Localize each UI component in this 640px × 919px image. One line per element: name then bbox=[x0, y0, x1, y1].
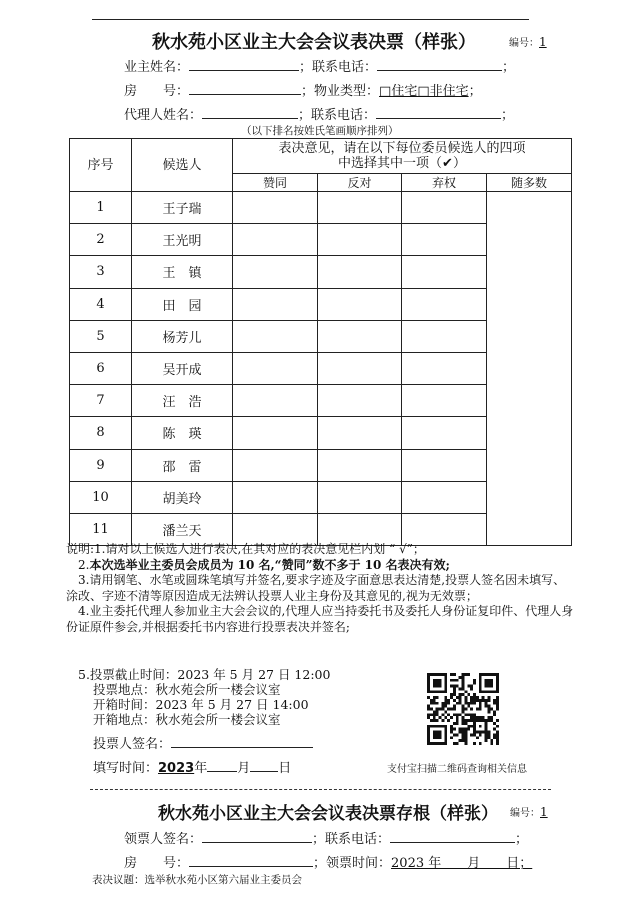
fill-time-day-unit: 日 bbox=[278, 761, 292, 776]
col-header-majority: 随多数 bbox=[487, 174, 572, 192]
candidate-name: 王光明 bbox=[132, 224, 233, 256]
stub-room-label: 房 号： bbox=[124, 856, 190, 871]
agree-cell[interactable] bbox=[233, 192, 318, 224]
opinion-header-line2: 中选择其中一项（✔） bbox=[338, 156, 466, 171]
agree-cell[interactable] bbox=[233, 449, 318, 481]
abstain-cell[interactable] bbox=[402, 288, 487, 320]
row-number: 5 bbox=[70, 320, 132, 352]
owner-name-row bbox=[124, 56, 515, 75]
candidate-name: 吴开成 bbox=[132, 352, 233, 384]
stub-phone-end: ； bbox=[515, 832, 529, 847]
oppose-cell[interactable] bbox=[318, 449, 402, 481]
fill-time-label: 填写时间： bbox=[93, 761, 159, 776]
candidate-name: 陈 瑛 bbox=[132, 417, 233, 449]
serial-value: 1 bbox=[539, 35, 547, 49]
qr-caption: 支付宝扫描二维码查询相关信息 bbox=[387, 764, 527, 775]
candidate-name: 汪 浩 bbox=[132, 385, 233, 417]
vote-table bbox=[69, 138, 572, 546]
opinion-header-line1: 表决意见，请在以下每位委员候选人的四项 bbox=[278, 141, 526, 156]
agent-phone-field[interactable] bbox=[376, 106, 501, 119]
ballot-title: 秋水苑小区业主大会会议表决票（样张） bbox=[152, 32, 476, 53]
oppose-cell[interactable] bbox=[318, 385, 402, 417]
stub-room-field[interactable] bbox=[189, 854, 313, 867]
opinion-header bbox=[233, 139, 572, 174]
abstain-cell[interactable] bbox=[402, 481, 487, 513]
note-5-open-place: 开箱地点：秋水苑会所一楼会议室 bbox=[93, 712, 281, 727]
tear-line bbox=[90, 789, 551, 790]
abstain-cell[interactable] bbox=[402, 224, 487, 256]
stub-serial bbox=[510, 804, 548, 820]
row-number: 6 bbox=[70, 352, 132, 384]
agree-cell[interactable] bbox=[233, 288, 318, 320]
owner-phone-end: ； bbox=[502, 60, 516, 75]
qr-code-icon[interactable] bbox=[427, 673, 499, 745]
oppose-cell[interactable] bbox=[318, 192, 402, 224]
oppose-cell[interactable] bbox=[318, 320, 402, 352]
voter-sign-row bbox=[93, 733, 313, 752]
stub-receiver-field[interactable] bbox=[202, 830, 312, 843]
row-number: 8 bbox=[70, 417, 132, 449]
note-5-open-time: 开箱时间：2023 年 5 月 27 日 14:00 bbox=[93, 697, 309, 712]
note-2 bbox=[66, 558, 574, 574]
candidate-name: 胡美玲 bbox=[132, 481, 233, 513]
candidate-name: 王 镇 bbox=[132, 256, 233, 288]
stub-title: 秋水苑小区业主大会会议表决票存根（样张） bbox=[158, 804, 498, 824]
abstain-cell[interactable] bbox=[402, 385, 487, 417]
col-header-agree: 赞同 bbox=[233, 174, 318, 192]
candidate-name: 潘兰天 bbox=[132, 513, 233, 545]
agree-cell[interactable] bbox=[233, 320, 318, 352]
agent-name-label: 代理人姓名： bbox=[124, 108, 203, 123]
stub-room-row bbox=[124, 852, 532, 871]
stub-serial-value: 1 bbox=[540, 805, 548, 819]
oppose-cell[interactable] bbox=[318, 417, 402, 449]
property-type-label: ；物业类型： bbox=[301, 84, 380, 99]
abstain-cell[interactable] bbox=[402, 417, 487, 449]
instructions bbox=[66, 542, 574, 635]
note-2-text: 本次选举业主委员会成员为 10 名,“赞同”数不多于 10 名表决有效; bbox=[89, 557, 450, 572]
agree-cell[interactable] bbox=[233, 417, 318, 449]
stub-receiver-row bbox=[124, 828, 528, 847]
abstain-cell[interactable] bbox=[402, 256, 487, 288]
stub-phone-label: ；联系电话： bbox=[312, 832, 391, 847]
serial-number bbox=[509, 34, 547, 50]
abstain-cell[interactable] bbox=[402, 513, 487, 545]
note-5 bbox=[78, 667, 330, 727]
property-type-options[interactable]: □住宅□非住宅 bbox=[379, 84, 469, 99]
owner-phone-field[interactable] bbox=[377, 58, 502, 71]
stub-receive-time-label: ；领票时间： bbox=[313, 856, 392, 871]
row-number: 2 bbox=[70, 224, 132, 256]
agree-cell[interactable] bbox=[233, 481, 318, 513]
room-field[interactable] bbox=[189, 82, 301, 95]
oppose-cell[interactable] bbox=[318, 513, 402, 545]
room-row bbox=[124, 80, 482, 99]
note-3: 3.请用钢笔、水笔或圆珠笔填写并签名,要求字迹及字面意思表达清楚,投票人签名因未填写、涂改、字迹不清等原因造成无法辨认投票人业主身份及其意见的,视为无效票； bbox=[66, 573, 566, 603]
fill-time-row bbox=[93, 757, 291, 776]
agree-cell[interactable] bbox=[233, 224, 318, 256]
fill-time-month-field[interactable] bbox=[207, 759, 237, 772]
agent-phone-label: ；联系电话： bbox=[298, 108, 377, 123]
voter-sign-label: 投票人签名： bbox=[93, 737, 172, 752]
note-1: 说明:1.请对以上候选人进行表决,在其对应的表决意见栏内划 “ √”； bbox=[66, 542, 425, 556]
col-header-abstain: 弃权 bbox=[402, 174, 487, 192]
agree-cell[interactable] bbox=[233, 352, 318, 384]
note-5-deadline: 5.投票截止时间：2023 年 5 月 27 日 12:00 bbox=[78, 667, 331, 682]
abstain-cell[interactable] bbox=[402, 320, 487, 352]
table-row bbox=[70, 192, 572, 224]
owner-phone-label: ；联系电话： bbox=[299, 60, 378, 75]
agent-name-field[interactable] bbox=[202, 106, 298, 119]
agree-cell[interactable] bbox=[233, 256, 318, 288]
owner-name-field[interactable] bbox=[189, 58, 299, 71]
fill-time-year-unit: 年 bbox=[194, 761, 208, 776]
row-number: 11 bbox=[70, 513, 132, 545]
candidate-name: 杨芳儿 bbox=[132, 320, 233, 352]
top-rule bbox=[92, 19, 529, 20]
room-label: 房 号： bbox=[124, 84, 190, 99]
row-number: 3 bbox=[70, 256, 132, 288]
note-5-vote-place: 投票地点：秋水苑会所一楼会议室 bbox=[93, 682, 281, 697]
agree-cell[interactable] bbox=[233, 513, 318, 545]
agent-row bbox=[124, 104, 514, 123]
abstain-cell[interactable] bbox=[402, 192, 487, 224]
note-4: 4.业主委托代理人参加业主大会会议的,代理人应当持委托书及委托人身份证复印件、代理人身份证原件参会,并根据委托书内容进行投票表决并签名; bbox=[66, 604, 574, 634]
fill-time-day-field[interactable] bbox=[250, 759, 278, 772]
stub-topic: 表决议题：选举秋水苑小区第六届业主委员会 bbox=[92, 874, 302, 886]
agree-cell[interactable] bbox=[233, 385, 318, 417]
sort-note: （以下排名按姓氏笔画顺序排列） bbox=[241, 125, 399, 137]
row-number: 9 bbox=[70, 449, 132, 481]
stub-serial-label: 编号： bbox=[510, 808, 540, 819]
majority-cell[interactable] bbox=[487, 192, 572, 546]
row-number: 7 bbox=[70, 385, 132, 417]
row-number: 1 bbox=[70, 192, 132, 224]
candidate-name: 王子瑞 bbox=[132, 192, 233, 224]
col-header-no: 序号 bbox=[70, 139, 132, 192]
oppose-cell[interactable] bbox=[318, 481, 402, 513]
voter-sign-field[interactable] bbox=[171, 735, 313, 748]
property-type-end: ； bbox=[468, 84, 482, 99]
oppose-cell[interactable] bbox=[318, 352, 402, 384]
stub-receive-time-value[interactable]: 2023 年 月 日； bbox=[391, 856, 533, 871]
stub-phone-field[interactable] bbox=[390, 830, 515, 843]
col-header-candidate: 候选人 bbox=[132, 139, 233, 192]
fill-time-year[interactable]: 2023 bbox=[158, 761, 195, 776]
candidate-name: 邵 雷 bbox=[132, 449, 233, 481]
row-number: 10 bbox=[70, 481, 132, 513]
abstain-cell[interactable] bbox=[402, 449, 487, 481]
owner-name-label: 业主姓名： bbox=[124, 60, 190, 75]
oppose-cell[interactable] bbox=[318, 288, 402, 320]
oppose-cell[interactable] bbox=[318, 224, 402, 256]
agent-phone-end: ； bbox=[501, 108, 515, 123]
candidate-name: 田 园 bbox=[132, 288, 233, 320]
note-2-prefix: 2. bbox=[78, 557, 90, 572]
oppose-cell[interactable] bbox=[318, 256, 402, 288]
stub-receiver-label: 领票人签名： bbox=[124, 832, 203, 847]
abstain-cell[interactable] bbox=[402, 352, 487, 384]
col-header-oppose: 反对 bbox=[318, 174, 402, 192]
fill-time-month-unit: 月 bbox=[237, 761, 251, 776]
row-number: 4 bbox=[70, 288, 132, 320]
serial-label: 编号： bbox=[509, 38, 539, 49]
